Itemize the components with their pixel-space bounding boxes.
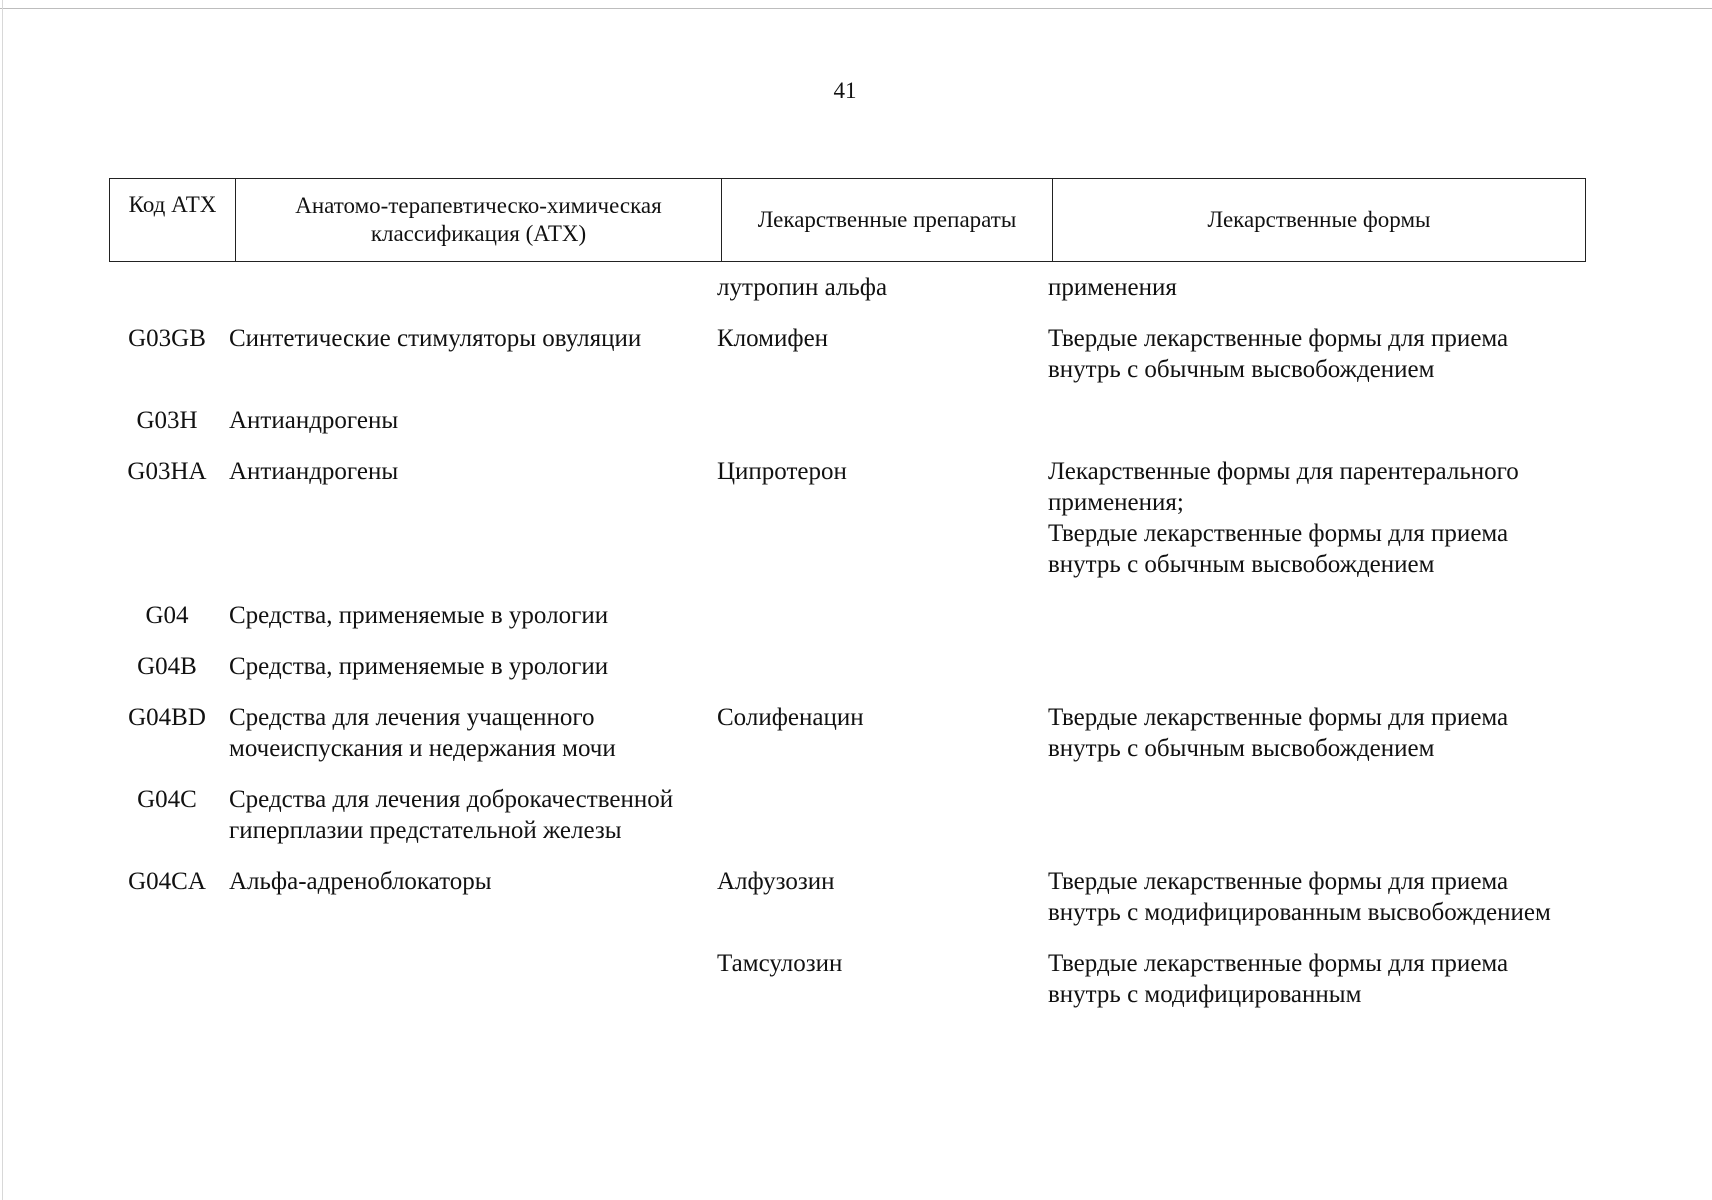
- scan-edge-left: [2, 0, 3, 1200]
- atc-code-cell: G04C: [137, 786, 197, 813]
- table-body: [109, 272, 1585, 1030]
- drug-cell: Кломифен: [717, 325, 829, 352]
- dosage-form-text: Твердые лекарственные формы для приема внутрь с модифицированным высвобождением: [1048, 868, 1551, 926]
- header-atc-code: Код АТХ: [110, 179, 236, 262]
- table-rows: [109, 272, 1585, 1030]
- table-row: [109, 702, 1585, 784]
- drug-cell: [713, 600, 1044, 651]
- atc-classification-cell: Антиандрогены: [229, 458, 399, 485]
- table-row: [109, 456, 1585, 600]
- dosage-form-text: применения: [1048, 274, 1177, 301]
- drug-cell: [713, 784, 1044, 866]
- atc-classification-cell: Средства для лечения доброкачественной гиперплазии предстательной железы: [229, 786, 674, 844]
- atc-classification-cell: Средства для лечения учащенного мочеиспускания и недержания мочи: [229, 704, 616, 762]
- atc-code-cell: G03HA: [127, 458, 207, 485]
- table-row: [109, 948, 1585, 1030]
- dosage-form-text: Твердые лекарственные формы для приема внутрь с обычным высвобождением: [1048, 325, 1509, 383]
- header-drugs: Лекарственные препараты: [722, 179, 1053, 262]
- drug-cell: Солифенацин: [717, 704, 864, 731]
- atc-code-cell: [109, 272, 225, 323]
- atc-classification-cell: [225, 272, 713, 323]
- atc-code-cell: G04CA: [128, 868, 206, 895]
- atc-code-cell: G03H: [136, 407, 198, 434]
- dosage-forms-cell: [1044, 948, 1585, 1030]
- dosage-form-text: Твердые лекарственные формы для приема внутрь с обычным высвобождением: [1048, 704, 1509, 762]
- dosage-forms-cell: [1044, 600, 1585, 651]
- table-row: [109, 651, 1585, 702]
- atc-classification-cell: [225, 948, 713, 1030]
- atc-code-cell: G03GB: [128, 325, 206, 352]
- atc-classification-cell: Средства, применяемые в урологии: [229, 602, 609, 629]
- atc-code-cell: G04: [145, 602, 189, 629]
- dosage-forms-cell: [1044, 651, 1585, 702]
- table-row: [109, 866, 1585, 948]
- dosage-forms-cell: [1044, 272, 1585, 323]
- dosage-form-text: Лекарственные формы для парентерального применения;: [1048, 458, 1519, 516]
- dosage-forms-cell: [1044, 784, 1585, 866]
- table-row: [109, 323, 1585, 405]
- drug-cell: [713, 405, 1044, 456]
- dosage-form-text: Твердые лекарственные формы для приема внутрь с обычным высвобождением: [1048, 520, 1509, 578]
- drug-cell: Алфузозин: [717, 868, 835, 895]
- drug-cell: [713, 651, 1044, 702]
- atc-code-cell: G04B: [137, 653, 197, 680]
- dosage-forms-cell: [1044, 866, 1585, 948]
- dosage-forms-cell: [1044, 405, 1585, 456]
- table-row: [109, 784, 1585, 866]
- atc-classification-cell: Синтетические стимуляторы овуляции: [229, 325, 642, 352]
- atc-code-cell: G04BD: [128, 704, 206, 731]
- atc-code-cell: [109, 948, 225, 1030]
- header-dosage-forms: Лекарственные формы: [1053, 179, 1586, 262]
- dosage-forms-cell: [1044, 323, 1585, 405]
- scan-edge-top: [0, 8, 1712, 9]
- atc-classification-cell: Антиандрогены: [229, 407, 399, 434]
- dosage-forms-cell: [1044, 456, 1585, 600]
- drug-cell: лутропин альфа: [717, 274, 888, 301]
- table-row: [109, 272, 1585, 323]
- atc-classification-cell: Средства, применяемые в урологии: [229, 653, 609, 680]
- dosage-forms-cell: [1044, 702, 1585, 784]
- table-header: [109, 178, 1586, 262]
- page-number: 41: [833, 78, 857, 103]
- drug-cell: Ципротерон: [717, 458, 847, 485]
- header-atc-classification: Анатомо-терапевтическо-химическая классификация (АТХ): [236, 179, 722, 262]
- drug-cell: Тамсулозин: [717, 950, 843, 977]
- table-row: [109, 600, 1585, 651]
- atc-classification-cell: Альфа-адреноблокаторы: [229, 868, 492, 895]
- table-row: [109, 405, 1585, 456]
- dosage-form-text: Твердые лекарственные формы для приема внутрь с модифицированным: [1048, 950, 1509, 1008]
